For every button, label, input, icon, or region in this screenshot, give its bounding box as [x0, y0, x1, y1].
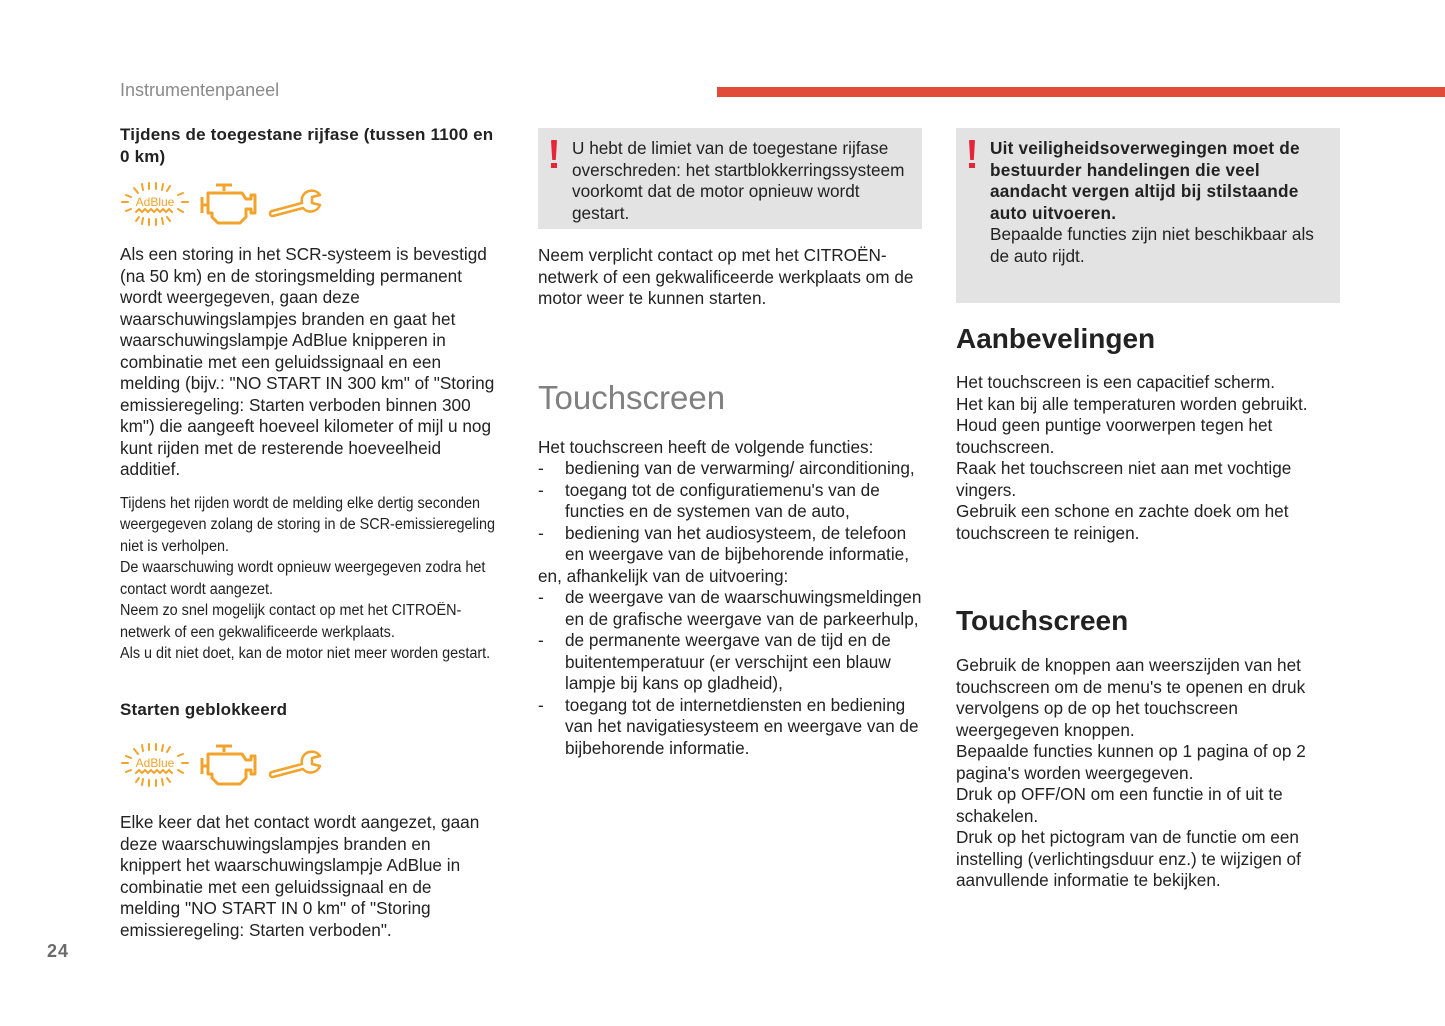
- recommendation-line: Houd geen puntige voorwerpen tegen het touchscreen.: [956, 415, 1273, 457]
- wrench-service-icon: [268, 742, 326, 788]
- optional-functions-list: [538, 587, 922, 759]
- list-item: - bediening van het audiosysteem, de telefoon en weergave van de bijbehorende informatie,: [538, 523, 922, 566]
- contact-paragraph: Neem verplicht contact op met het CITROËN-netwerk of een gekwalificeerde werkplaats om de motor weer te kunnen starten.: [538, 245, 914, 308]
- usage-line: Gebruik de knoppen aan weerszijden van het touchscreen om de menu's te openen en druk vervolgens op de op het touchscreen weergegeven knoppen.: [956, 655, 1306, 740]
- column-3: [956, 128, 1340, 892]
- column-1: [120, 124, 505, 941]
- note-line: Neem zo snel mogelijk contact op met het CITROËN-netwerk of een gekwalificeerde werkplaats.: [120, 602, 462, 641]
- header-accent-bar: [717, 87, 1445, 97]
- touchscreen-heading: Touchscreen: [538, 378, 726, 416]
- note-line: Als u dit niet doet, kan de motor niet meer worden gestart.: [120, 645, 491, 662]
- warning-lamps-row: [120, 179, 505, 229]
- list-item: - de weergave van de waarschuwingsmeldingen en de grafische weergave van de parkeerhulp,: [538, 587, 922, 630]
- touchscreen-functions-list: [538, 458, 922, 566]
- list-item: - toegang tot de configuratiemenu's van de functies en de systemen van de auto,: [538, 480, 922, 523]
- warning-text: U hebt de limiet van de toegestane rijfase overschreden: het startblokkerringssysteem voorkomt dat de motor opnieuw wordt gestart.: [572, 138, 905, 223]
- adblue-warning-icon: [120, 181, 190, 227]
- recommendations-heading: Aanbevelingen: [956, 323, 1156, 354]
- warning-lamps-row: [120, 740, 505, 790]
- warning-box-safety: [956, 128, 1340, 303]
- list-item: - de permanente weergave van de tijd en de buitentemperatuur (er verschijnt een blauw lampje bij kans op gladheid),: [538, 630, 922, 695]
- touchscreen-usage-heading: Touchscreen: [956, 605, 1129, 636]
- column-2: [538, 128, 922, 759]
- engine-warning-icon: [198, 181, 260, 227]
- page-number: 24: [47, 941, 70, 961]
- note-line: Tijdens het rijden wordt de melding elke dertig seconden weergegeven zolang de storing in de SCR-emissieregeling niet is verholpen.: [120, 494, 496, 555]
- exclamation-warning-icon: [968, 140, 976, 168]
- recommendation-line: Gebruik een schone en zachte doek om het touchscreen te reinigen.: [956, 501, 1289, 543]
- recommendations-text: [956, 372, 1340, 544]
- usage-line: Druk op het pictogram van de functie om een instelling (verlichtingsduur enz.) te wijzigen of aanvullende informatie te bekijken.: [956, 827, 1301, 890]
- list-item: - bediening van de verwarming/ airconditioning,: [538, 458, 922, 480]
- recommendation-line: Het touchscreen is een capacitief scherm.: [956, 372, 1276, 392]
- warning-box-limit-exceeded: [538, 128, 922, 229]
- usage-line: Druk op OFF/ON om een functie in of uit te schakelen.: [956, 784, 1283, 826]
- adblue-warning-icon: [120, 742, 190, 788]
- engine-warning-icon: [198, 742, 260, 788]
- note-line: De waarschuwing wordt opnieuw weergegeven zodra het contact wordt aangezet.: [120, 559, 486, 598]
- list-item: - toegang tot de internetdiensten en bediening van het navigatiesysteem en weergave van de bijbehorende informatie.: [538, 695, 922, 760]
- safety-warning-text: Bepaalde functies zijn niet beschikbaar als de auto rijdt.: [990, 224, 1314, 266]
- touchscreen-intro: Het touchscreen heeft de volgende functies:: [538, 436, 874, 457]
- usage-line: Bepaalde functies kunnen op 1 pagina of op 2 pagina's worden weergegeven.: [956, 741, 1306, 783]
- section-title: Instrumentenpaneel: [120, 80, 280, 100]
- start-blocked-paragraph: Elke keer dat het contact wordt aangezet, gaan deze waarschuwingslampjes branden en knippert het waarschuwingslampje AdBlue in combinatie met een geluidssignaal en de melding "NO START IN 0 km" of "Storing emissieregeling: Starten verboden".: [120, 812, 480, 940]
- exclamation-warning-icon: [550, 140, 558, 168]
- optional-functions-intro: en, afhankelijk van de uitvoering:: [538, 565, 789, 586]
- wrench-service-icon: [268, 181, 326, 227]
- driving-phase-notes: [120, 493, 505, 665]
- recommendation-line: Het kan bij alle temperaturen worden gebruikt.: [956, 393, 1308, 414]
- recommendation-line: Raak het touchscreen niet aan met vochtige vingers.: [956, 458, 1292, 500]
- section-heading-start-blocked: Starten geblokkeerd: [120, 699, 288, 719]
- svg-text:AdBlue: AdBlue: [135, 756, 175, 770]
- touchscreen-usage-text: [956, 655, 1340, 892]
- svg-text:AdBlue: AdBlue: [135, 195, 175, 209]
- driving-phase-paragraph: Als een storing in het SCR-systeem is bevestigd (na 50 km) en de storingsmelding permanent wordt weergegeven, gaan deze waarschuwingslampjes branden en gaat het waarschuwingslampje AdBlue knipperen in combinatie met een geluidssignaal en een melding (bijv.: "NO START IN 300 km" of "Storing emissieregeling: Starten verboden binnen 300 km") die aangeeft hoeveel kilometer of mijl u nog kunt rijden met de resterende hoeveelheid additief.: [120, 244, 495, 479]
- safety-warning-bold: Uit veiligheidsoverwegingen moet de bestuurder handelingen die veel aandacht vergen altijd bij stilstaande auto uitvoeren.: [990, 138, 1300, 223]
- section-heading-driving-phase: Tijdens de toegestane rijfase (tussen 1100 en 0 km): [120, 125, 494, 166]
